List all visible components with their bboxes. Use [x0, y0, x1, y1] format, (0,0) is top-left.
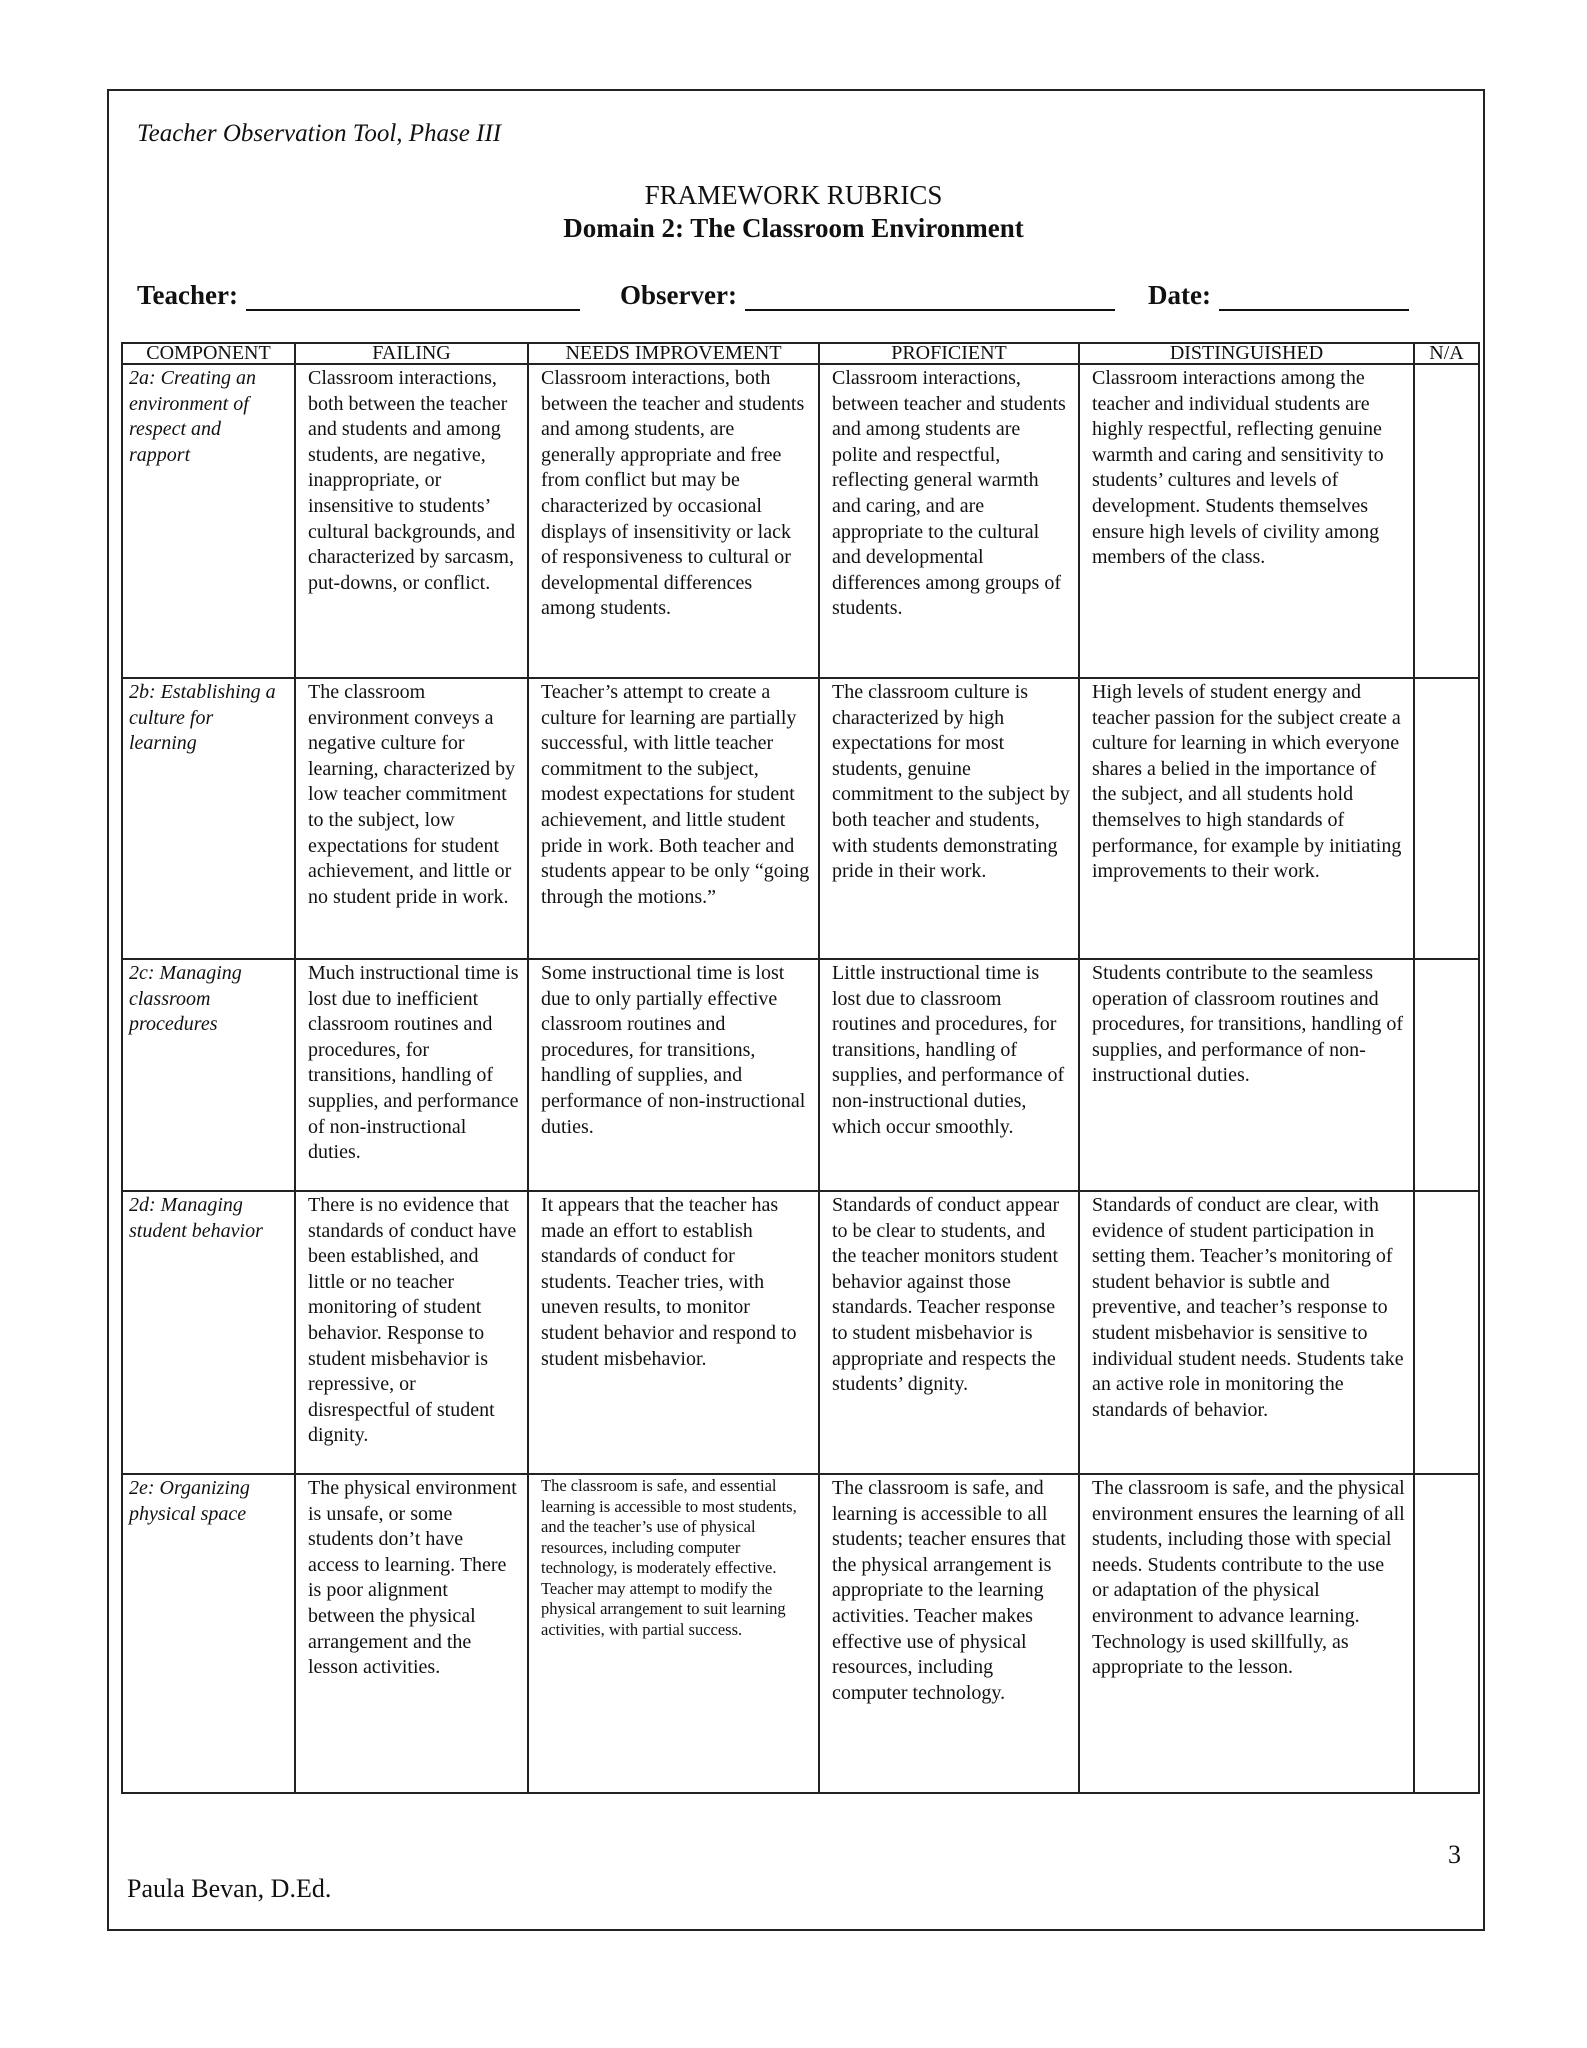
failing-cell: The physical environment is unsafe, or some students don’t have access to learning. There is poor alignment between the physical arrangement and the lesson activities.: [295, 1474, 528, 1793]
date-field: [1148, 280, 1409, 311]
header-row: [122, 343, 1479, 364]
distinguished-cell: Classroom interactions among the teacher and individual students are highly respectful, reflecting genuine warmth and caring and sensitivity to students’ cultures and levels of development. Students themselves ensure high levels of civility among members of the class.: [1079, 364, 1414, 678]
failing-cell: There is no evidence that standards of conduct have been established, and little or no teacher monitoring of student behavior. Response to student misbehavior is repressive, or disrespectful of student dignity.: [295, 1191, 528, 1474]
col-header-na: N/A: [1414, 343, 1479, 364]
needs-improvement-cell: It appears that the teacher has made an effort to establish standards of conduct for students. Teacher tries, with uneven results, to monitor student behavior and respond to student misbehavior.: [528, 1191, 819, 1474]
component-cell: 2e: Organizing physical space: [122, 1474, 295, 1793]
distinguished-cell: Students contribute to the seamless operation of classroom routines and procedures, for transitions, handling of supplies, and performance of non-instructional duties.: [1079, 959, 1414, 1191]
page-number: 3: [1448, 1840, 1461, 1869]
component-cell: 2b: Establishing a culture for learning: [122, 678, 295, 959]
na-cell[interactable]: [1414, 364, 1479, 678]
table-row: [122, 1191, 1479, 1474]
component-cell: 2d: Managing student behavior: [122, 1191, 295, 1474]
na-cell[interactable]: [1414, 678, 1479, 959]
teacher-field: [137, 280, 580, 311]
header-fields: [137, 280, 1447, 314]
table-row: [122, 364, 1479, 678]
footer-author: Paula Bevan, D.Ed.: [127, 1874, 332, 1903]
distinguished-cell: High levels of student energy and teacher passion for the subject create a culture for learning in which everyone shares a belied in the importance of the subject, and all students hold themselves to high standards of performance, for example by initiating improvements to their work.: [1079, 678, 1414, 959]
teacher-label: Teacher:: [137, 280, 238, 310]
table-row: [122, 678, 1479, 959]
col-header-failing: FAILING: [295, 343, 528, 364]
failing-cell: The classroom environment conveys a negative culture for learning, characterized by low teacher commitment to the subject, low expectations for student achievement, and little or no student pride in work.: [295, 678, 528, 959]
table-row: [122, 959, 1479, 1191]
col-header-proficient: PROFICIENT: [819, 343, 1079, 364]
distinguished-cell: Standards of conduct are clear, with evidence of student participation in setting them. Teacher’s monitoring of student behavior is subtle and preventive, and teacher’s response to student misbehavior is sensitive to individual student needs. Students take an active role in monitoring the standards of behavior.: [1079, 1191, 1414, 1474]
na-cell[interactable]: [1414, 959, 1479, 1191]
page-subheading: Domain 2: The Classroom Environment: [563, 213, 1024, 243]
date-label: Date:: [1148, 280, 1211, 310]
observer-input[interactable]: [745, 281, 1115, 311]
observer-field: [620, 280, 1115, 311]
na-cell[interactable]: [1414, 1474, 1479, 1793]
col-header-needs-improvement: NEEDS IMPROVEMENT: [528, 343, 819, 364]
rubric-table: [121, 342, 1480, 1794]
needs-improvement-cell: Teacher’s attempt to create a culture for learning are partially successful, with little teacher commitment to the subject, modest expectations for student achievement, and little student pride in work. Both teacher and students appear to be only “going through the motions.”: [528, 678, 819, 959]
table-row: [122, 1474, 1479, 1793]
proficient-cell: Little instructional time is lost due to classroom routines and procedures, for transitions, handling of supplies, and performance of non-instructional duties, which occur smoothly.: [819, 959, 1079, 1191]
col-header-component: COMPONENT: [122, 343, 295, 364]
failing-cell: Classroom interactions, both between the teacher and students and among students, are negative, inappropriate, or insensitive to students’ cultural backgrounds, and characterized by sarcasm, put-downs, or conflict.: [295, 364, 528, 678]
failing-cell: Much instructional time is lost due to inefficient classroom routines and procedures, for transitions, handling of supplies, and performance of non-instructional duties.: [295, 959, 528, 1191]
proficient-cell: The classroom is safe, and learning is accessible to all students; teacher ensures that the physical arrangement is appropriate to the learning activities. Teacher makes effective use of physical resources, including computer technology.: [819, 1474, 1079, 1793]
needs-improvement-cell: The classroom is safe, and essential learning is accessible to most students, and the teacher’s use of physical resources, including computer technology, is moderately effective. Teacher may attempt to modify the physical arrangement to suit learning activities, with partial success.: [528, 1474, 819, 1793]
component-cell: 2a: Creating an environment of respect and rapport: [122, 364, 295, 678]
na-cell[interactable]: [1414, 1191, 1479, 1474]
observer-label: Observer:: [620, 280, 737, 310]
document-title: Teacher Observation Tool, Phase III: [137, 120, 502, 147]
date-input[interactable]: [1219, 281, 1409, 311]
proficient-cell: The classroom culture is characterized by high expectations for most students, genuine commitment to the subject by both teacher and students, with students demonstrating pride in their work.: [819, 678, 1079, 959]
teacher-input[interactable]: [246, 281, 580, 311]
proficient-cell: Standards of conduct appear to be clear to students, and the teacher monitors student behavior against those standards. Teacher response to student misbehavior is appropriate and respects the students’ dignity.: [819, 1191, 1079, 1474]
proficient-cell: Classroom interactions, between teacher and students and among students are polite and respectful, reflecting general warmth and caring, and are appropriate to the cultural and developmental differences among groups of students.: [819, 364, 1079, 678]
distinguished-cell: The classroom is safe, and the physical environment ensures the learning of all students, including those with special needs. Students contribute to the use or adaptation of the physical environment to advance learning. Technology is used skillfully, as appropriate to the lesson.: [1079, 1474, 1414, 1793]
col-header-distinguished: DISTINGUISHED: [1079, 343, 1414, 364]
component-cell: 2c: Managing classroom procedures: [122, 959, 295, 1191]
needs-improvement-cell: Classroom interactions, both between the teacher and students and among students, are generally appropriate and free from conflict but may be characterized by occasional displays of insensitivity or lack of responsiveness to cultural or developmental differences among students.: [528, 364, 819, 678]
needs-improvement-cell: Some instructional time is lost due to only partially effective classroom routines and procedures, for transitions, handling of supplies, and performance of non-instructional duties.: [528, 959, 819, 1191]
page-heading: FRAMEWORK RUBRICS: [644, 180, 943, 210]
